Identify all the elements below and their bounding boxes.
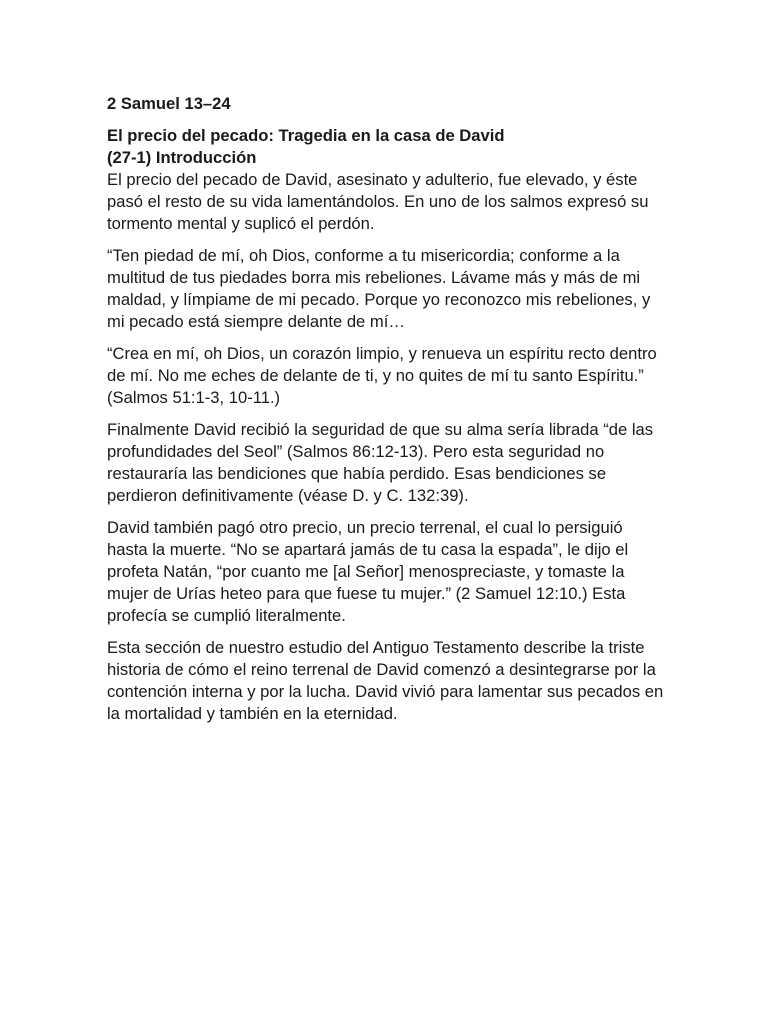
section-heading: El precio del pecado: Tragedia en la casa de David: [107, 126, 505, 145]
paragraph-assurance: Finalmente David recibió la seguridad de que su alma sería librada “de las profundidades del Seol” (Salmos 86:12-13). Pero esta seguridad no restauraría las bendiciones que había perdido. Esas bendiciones se perdieron definitivamente (véase D. y C. 132:39).: [107, 420, 654, 505]
paragraph-earthly-price: David también pagó otro precio, un precio terrenal, el cual lo persiguió hasta la muerte. “No se apartará jamás de tu casa la espada”, le dijo el profeta Natán, “por cuanto me [al Señor] menospreciaste, y tomaste la mujer de Urías heteo para que fuese tu mujer.” (2 Samuel 12:10.) Esta profecía se cumplió literalmente.: [107, 518, 629, 625]
paragraph-psalm-quote-2: “Crea en mí, oh Dios, un corazón limpio, y renueva un espíritu recto dentro de mí. No me eches de delante de ti, y no quites de mí tu santo Espíritu.” (Salmos 51:1-3, 10-11.): [107, 344, 657, 407]
paragraph-psalm-quote-1: “Ten piedad de mí, oh Dios, conforme a tu misericordia; conforme a la multitud de tus piedades borra mis rebeliones. Lávame más y más de mi maldad, y límpiame de mi pecado. Porque yo reconozco mis rebeliones, y mi pecado está siempre delante de mí…: [107, 246, 651, 331]
paragraph-section-summary: Esta sección de nuestro estudio del Antiguo Testamento describe la triste historia de cómo el reino terrenal de David comenzó a desintegrarse por la contención interna y por la lucha. David vivió para lamentar sus pecados en la mortalidad y también en la eternidad.: [107, 638, 664, 723]
paragraph-intro: El precio del pecado de David, asesinato y adulterio, fue elevado, y éste pasó el resto de su vida lamentándolos. En uno de los salmos expresó su tormento mental y suplicó el perdón.: [107, 170, 649, 233]
document-body: [107, 93, 667, 735]
subsection-heading: (27-1) Introducción: [107, 148, 257, 167]
book-heading: 2 Samuel 13–24: [107, 94, 231, 113]
